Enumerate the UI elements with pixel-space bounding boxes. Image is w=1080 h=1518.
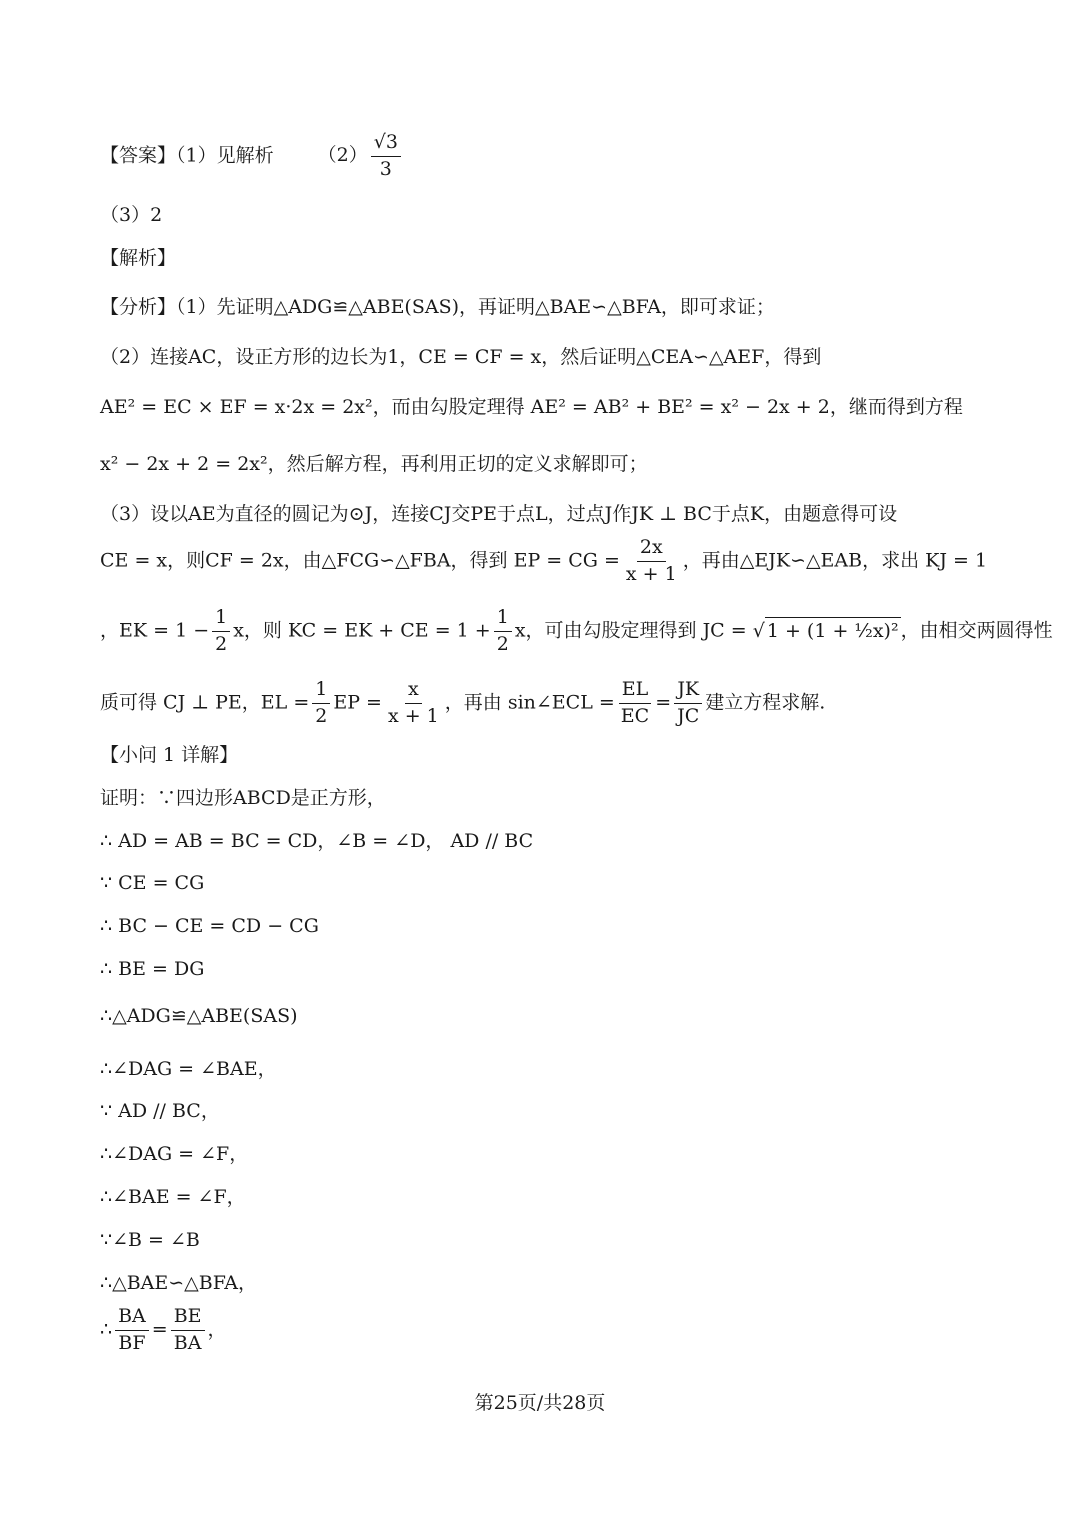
analysis-p3d <box>100 680 825 727</box>
answer-part2-fraction <box>371 133 401 180</box>
therefore-symbol: ∴ <box>100 1318 113 1341</box>
answer-label: 【答案】 <box>100 144 177 167</box>
equals-sign: = <box>655 691 672 714</box>
fraction-numerator: 1 <box>212 608 230 632</box>
text-segment: x，可由勾股定理得到 JC = <box>514 619 747 642</box>
square-root-expression: √ 1 + (1 + ½x)² <box>753 622 901 641</box>
fraction-ba-over-bf <box>115 1307 149 1354</box>
detail-label: 【小问 1 详解】 <box>100 744 239 766</box>
fraction-denominator: 3 <box>379 157 392 180</box>
analysis-p2b: AE² = EC × EF = x·2x = 2x²，而由勾股定理得 AE² = AB² + BE² = x² − 2x + 2，继而得到方程 <box>100 396 963 418</box>
fraction-denominator: EC <box>620 704 650 727</box>
fraction-denominator: JC <box>677 704 700 727</box>
detail-line: ∴△ADG≌△ABE(SAS) <box>100 1005 298 1027</box>
fraction-jk-over-jc <box>674 680 702 727</box>
detail-line: ∴∠BAE = ∠F， <box>100 1186 246 1208</box>
fraction-numerator: √3 <box>371 133 401 157</box>
text-segment: ，再由△EJK∽△EAB，求出 KJ = 1 <box>682 549 988 572</box>
answer-line <box>100 133 404 180</box>
equals-sign: = <box>151 1318 168 1341</box>
fraction-x-over-x-plus-1 <box>385 680 442 727</box>
text-segment: ， <box>207 1318 227 1341</box>
jiexi-label: 【解析】 <box>100 247 177 269</box>
text-segment: CE = x，则CF = 2x，由△FCG∽△FBA，得到 EP = CG = <box>100 549 620 572</box>
answer-part1: （1）见解析 <box>176 144 274 167</box>
fraction-numerator: JK <box>674 680 702 704</box>
fraction-numerator: 1 <box>494 608 512 632</box>
text-segment: x，则 KC = EK + CE = 1 + <box>233 619 491 642</box>
fraction-half <box>312 680 330 727</box>
fraction-2x-over-x-plus-1 <box>623 538 680 585</box>
analysis-p2a: （2）连接AC，设正方形的边长为1，CE = CF = x，然后证明△CEA∽△AEF，得到 <box>100 346 822 368</box>
fraction-el-over-ec <box>618 680 652 727</box>
fraction-denominator: BF <box>118 1331 146 1354</box>
text-segment: 建立方程求解. <box>705 691 826 714</box>
fraction-numerator: BA <box>115 1307 149 1331</box>
detail-line: ∴ BC − CE = CD − CG <box>100 915 319 937</box>
text-segment: ，再由 sin∠ECL = <box>444 691 615 714</box>
detail-line: ∴∠DAG = ∠BAE， <box>100 1058 277 1080</box>
page-footer: 第25页/共28页 <box>474 1392 606 1414</box>
detail-line: ∵ CE = CG <box>100 872 205 894</box>
fraction-denominator: BA <box>173 1331 202 1354</box>
text-segment: ，EK = 1 − <box>100 619 210 642</box>
fraction-be-over-ba <box>171 1307 205 1354</box>
fraction-numerator: 1 <box>312 680 330 704</box>
analysis-label: 【分析】 <box>100 296 177 318</box>
analysis-p2c: x² − 2x + 2 = 2x²，然后解方程，再利用正切的定义求解即可； <box>100 453 648 475</box>
analysis-p3b <box>100 538 987 585</box>
fraction-denominator: 2 <box>496 632 509 655</box>
analysis-p1: （1）先证明△ADG≌△ABE(SAS)，再证明△BAE∽△BFA，即可求证； <box>176 296 775 318</box>
detail-line: ∵ AD // BC， <box>100 1100 220 1122</box>
detail-line: ∵∠B = ∠B <box>100 1229 200 1251</box>
text-segment: 质可得 CJ ⊥ PE，EL = <box>100 691 310 714</box>
analysis-line-1 <box>100 298 775 317</box>
fraction-numerator: 2x <box>637 538 666 562</box>
detail-line: ∴∠DAG = ∠F， <box>100 1143 249 1165</box>
answer-part3: （3）2 <box>100 204 163 226</box>
detail-line: 证明：∵四边形ABCD是正方形， <box>100 787 386 809</box>
fraction-half <box>212 608 230 655</box>
analysis-p3a: （3）设以AE为直径的圆记为⊙J，连接CJ交PE于点L，过点J作JK ⊥ BC于点K，由题意得可设 <box>100 503 898 525</box>
detail-line: ∴ BE = DG <box>100 958 205 980</box>
fraction-denominator: 2 <box>315 704 328 727</box>
fraction-denominator: x + 1 <box>387 704 439 727</box>
fraction-numerator: x <box>405 680 422 704</box>
detail-line: ∴ AD = AB = BC = CD，∠B = ∠D， AD // BC <box>100 830 534 852</box>
detail-last-line <box>100 1307 227 1354</box>
analysis-p3c <box>100 608 1053 655</box>
detail-line: ∴△BAE∽△BFA， <box>100 1272 258 1294</box>
fraction-denominator: 2 <box>215 632 228 655</box>
fraction-numerator: EL <box>619 680 652 704</box>
fraction-half <box>494 608 512 655</box>
text-segment: EP = <box>333 691 382 714</box>
fraction-denominator: x + 1 <box>625 562 677 585</box>
fraction-numerator: BE <box>171 1307 205 1331</box>
answer-part2-label: （2） <box>317 144 368 167</box>
text-segment: ，由相交两圆得性 <box>900 619 1053 642</box>
square-root-radicand: 1 + (1 + ½x)² <box>765 617 901 642</box>
